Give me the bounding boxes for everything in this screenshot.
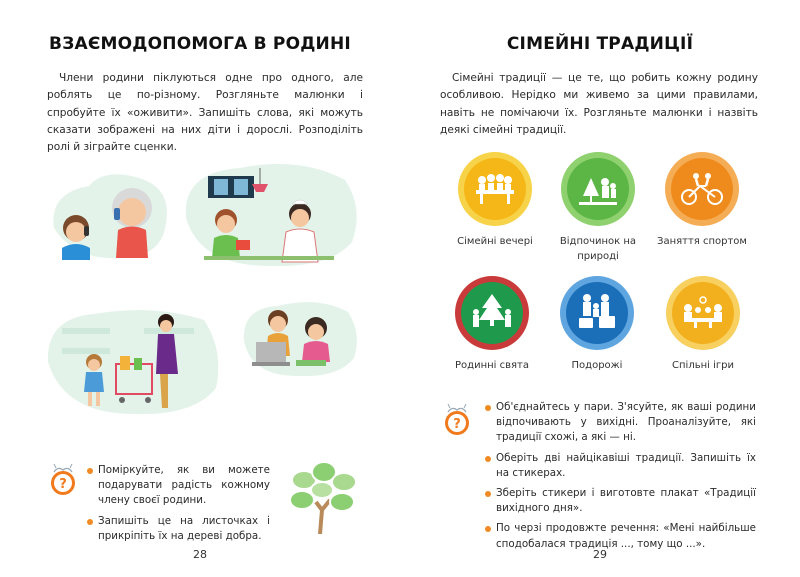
kitchen-illustration xyxy=(180,158,362,270)
travel-suitcase-icon xyxy=(575,292,619,332)
task-item: Зберіть стикери і виготовте плакат «Традиції вихідного дня». xyxy=(484,486,756,516)
holiday-tree-icon xyxy=(470,292,514,332)
task-item: По черзі продовжте речення: «Мені найбільше сподобалася традиція ..., тому що ...». xyxy=(484,521,756,551)
left-task-list xyxy=(86,463,270,549)
tradition-circle xyxy=(455,276,529,350)
tradition-circle xyxy=(665,152,739,226)
tradition-circle xyxy=(561,152,635,226)
page-number: 29 xyxy=(593,548,607,561)
tradition-circle xyxy=(458,152,532,226)
family-dinner-icon xyxy=(474,172,516,206)
page-number: 28 xyxy=(193,548,207,561)
tradition-circle xyxy=(666,276,740,350)
shopping-illustration xyxy=(44,300,222,418)
svg-text:?: ? xyxy=(59,477,67,492)
phone-call-illustration xyxy=(44,168,172,262)
kids-laptop-illustration xyxy=(238,298,362,378)
think-task-icon xyxy=(440,404,474,438)
page-title: ВЗАЄМОДОПОМОГА В РОДИНІ xyxy=(49,34,351,54)
right-task-list xyxy=(484,400,756,557)
task-item: Поміркуйте, як ви можете подарувати радість кожному члену своєї родини. xyxy=(86,463,270,509)
tradition-label: Сімейні вечері xyxy=(457,236,533,247)
tradition-label: Спільні ігри xyxy=(672,360,734,371)
tradition-circle xyxy=(560,276,634,350)
tradition-label: Подорожі xyxy=(571,360,623,371)
tradition-label: Заняття спортом xyxy=(657,236,747,247)
page-title: СІМЕЙНІ ТРАДИЦІЇ xyxy=(506,34,694,54)
task-item: Оберіть дві найцікавіші традиції. Запишіть їх на стикерах. xyxy=(484,451,756,481)
task-item: Запишіть це на листочках і прикріпіть їх на дереві добра. xyxy=(86,514,270,544)
nature-rest-icon xyxy=(577,170,619,208)
intro-paragraph: Сімейні традиції — це те, що робить кожну родину особливою. Нерідко ми живемо за цими правилами, навіть не помічаючи їх. Розгляньте малюнки і назвіть деякі сімейні традиції. xyxy=(440,72,758,136)
kindness-tree-icon xyxy=(282,458,364,538)
intro-paragraph: Члени родини піклуються одне про одного, але роблять це по-різному. Розгляньте малюнки і спробуйте їх «оживити». Запишіть слова, які можуть сказати зображені на них діти і дорослі. Розподіліть ролі й зіграйте сценки. xyxy=(47,72,363,154)
sport-bike-icon xyxy=(680,172,724,206)
tradition-label: Родинні свята xyxy=(455,360,529,371)
svg-text:?: ? xyxy=(453,417,461,432)
think-task-icon xyxy=(46,464,80,498)
task-item: Об'єднайтесь у пари. З'ясуйте, як ваші родини відпочивають у вихідні. Проаналізуйте, які традиції схожі, а які — ні. xyxy=(484,400,756,446)
board-games-icon xyxy=(680,296,726,330)
tradition-label: Відпочинок на природі xyxy=(559,236,637,262)
